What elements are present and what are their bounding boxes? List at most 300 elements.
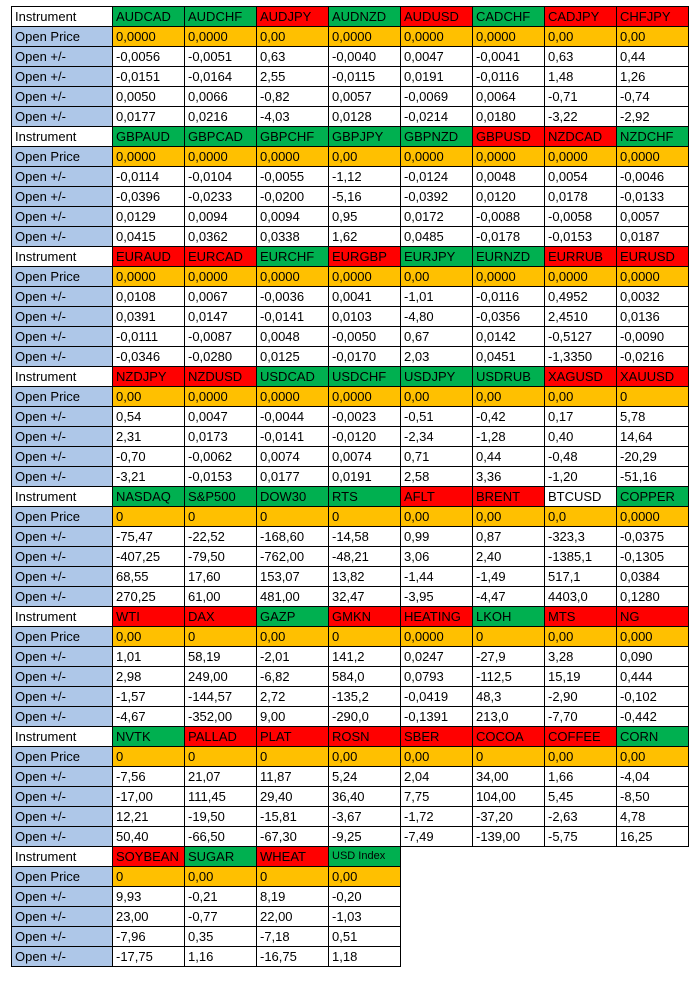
- open-price-value: 0,0: [545, 507, 617, 527]
- open-change-value: 0,71: [401, 447, 473, 467]
- open-change-value: 0,54: [113, 407, 185, 427]
- open-change-label: Open +/-: [12, 667, 113, 687]
- open-change-label: Open +/-: [12, 467, 113, 487]
- open-change-value: -5,16: [329, 187, 401, 207]
- open-change-value: 0,0178: [545, 187, 617, 207]
- instrument-name: EURRUB: [545, 247, 617, 267]
- open-change-value: 0,0120: [473, 187, 545, 207]
- open-change-value: 0,67: [401, 327, 473, 347]
- open-change-value: 4403,0: [545, 587, 617, 607]
- open-price-value: 0,0000: [113, 27, 185, 47]
- open-change-value: 0,090: [617, 647, 689, 667]
- open-price-value: 0,0000: [113, 147, 185, 167]
- open-change-value: -22,52: [185, 527, 257, 547]
- open-price-value: 0,00: [329, 867, 401, 887]
- open-change-value: -17,00: [113, 787, 185, 807]
- open-change-label: Open +/-: [12, 187, 113, 207]
- open-price-value: 0,00: [401, 507, 473, 527]
- open-change-value: 213,0: [473, 707, 545, 727]
- open-change-value: 0,95: [329, 207, 401, 227]
- open-change-value: -0,0153: [545, 227, 617, 247]
- open-change-value: 2,55: [257, 67, 329, 87]
- open-change-value: -0,42: [473, 407, 545, 427]
- instrument-label: Instrument: [12, 847, 113, 867]
- open-change-value: -1,20: [545, 467, 617, 487]
- open-price-value: 0,0000: [473, 267, 545, 287]
- open-price-value: 0: [113, 507, 185, 527]
- open-change-value: 22,00: [257, 907, 329, 927]
- open-change-value: 0,0391: [113, 307, 185, 327]
- open-change-value: 16,25: [617, 827, 689, 847]
- open-change-value: 0,0050: [113, 87, 185, 107]
- open-change-value: 0,0384: [617, 567, 689, 587]
- open-change-value: 0,0057: [617, 207, 689, 227]
- open-price-value: 0,00: [617, 27, 689, 47]
- open-change-value: 9,00: [257, 707, 329, 727]
- open-change-row: [12, 447, 689, 467]
- open-change-value: -2,34: [401, 427, 473, 447]
- open-change-value: -1,3350: [545, 347, 617, 367]
- open-change-value: 1,48: [545, 67, 617, 87]
- open-change-value: 34,00: [473, 767, 545, 787]
- open-change-value: 2,72: [257, 687, 329, 707]
- open-price-value: 0: [473, 747, 545, 767]
- instrument-label: Instrument: [12, 247, 113, 267]
- open-change-value: -0,0114: [113, 167, 185, 187]
- open-change-row: [12, 547, 689, 567]
- open-price-value: 0,0000: [185, 387, 257, 407]
- open-change-value: 153,07: [257, 567, 329, 587]
- open-change-value: -352,00: [185, 707, 257, 727]
- open-price-value: 0: [185, 747, 257, 767]
- open-price-value: 0,00: [329, 747, 401, 767]
- open-change-value: 7,75: [401, 787, 473, 807]
- open-change-value: 11,87: [257, 767, 329, 787]
- instrument-name: EURAUD: [113, 247, 185, 267]
- open-change-value: 104,00: [473, 787, 545, 807]
- open-change-value: 3,36: [473, 467, 545, 487]
- instrument-name: CHFJPY: [617, 7, 689, 27]
- instrument-name: SUGAR: [185, 847, 257, 867]
- open-price-row: [12, 507, 689, 527]
- open-change-value: 0,444: [617, 667, 689, 687]
- open-change-value: 58,19: [185, 647, 257, 667]
- open-change-label: Open +/-: [12, 167, 113, 187]
- instrument-name: PALLAD: [185, 727, 257, 747]
- open-change-row: [12, 927, 689, 947]
- open-change-value: -79,50: [185, 547, 257, 567]
- open-change-value: -3,21: [113, 467, 185, 487]
- open-change-value: -51,16: [617, 467, 689, 487]
- open-change-value: -0,0356: [473, 307, 545, 327]
- open-price-value: 0: [473, 627, 545, 647]
- open-change-value: -0,0044: [257, 407, 329, 427]
- open-change-value: -1,57: [113, 687, 185, 707]
- open-change-value: -8,50: [617, 787, 689, 807]
- open-change-value: -1,01: [401, 287, 473, 307]
- open-price-value: 0,00: [617, 747, 689, 767]
- open-price-label: Open Price: [12, 627, 113, 647]
- open-price-value: 0,00: [257, 27, 329, 47]
- open-change-row: [12, 407, 689, 427]
- open-change-value: -0,0090: [617, 327, 689, 347]
- open-price-value: 0,0000: [473, 27, 545, 47]
- open-price-value: 0,00: [473, 387, 545, 407]
- open-change-label: Open +/-: [12, 687, 113, 707]
- open-change-row: [12, 227, 689, 247]
- open-change-value: -0,0419: [401, 687, 473, 707]
- open-price-value: 0,00: [329, 147, 401, 167]
- open-change-value: 0,0128: [329, 107, 401, 127]
- open-change-value: 0,0047: [401, 47, 473, 67]
- open-change-value: -0,0153: [185, 467, 257, 487]
- instrument-name: XAUUSD: [617, 367, 689, 387]
- instrument-name: GBPAUD: [113, 127, 185, 147]
- instrument-row: [12, 367, 689, 387]
- open-change-value: -0,0392: [401, 187, 473, 207]
- open-change-value: -0,0178: [473, 227, 545, 247]
- open-change-value: -1,44: [401, 567, 473, 587]
- open-price-value: 0,00: [545, 27, 617, 47]
- open-change-value: 0,40: [545, 427, 617, 447]
- open-change-value: -0,0151: [113, 67, 185, 87]
- open-price-value: 0: [257, 867, 329, 887]
- open-change-value: -0,74: [617, 87, 689, 107]
- empty-cell: [617, 867, 689, 887]
- open-change-row: [12, 87, 689, 107]
- instrument-name: EURUSD: [617, 247, 689, 267]
- open-change-value: 0,0125: [257, 347, 329, 367]
- open-change-row: [12, 567, 689, 587]
- open-change-label: Open +/-: [12, 227, 113, 247]
- open-change-value: -67,30: [257, 827, 329, 847]
- open-change-value: -0,0133: [617, 187, 689, 207]
- open-change-value: -407,25: [113, 547, 185, 567]
- open-price-value: 0,0000: [329, 387, 401, 407]
- instrument-name: BRENT: [473, 487, 545, 507]
- instrument-name: DAX: [185, 607, 257, 627]
- instrument-name: S&P500: [185, 487, 257, 507]
- open-change-value: 0,0180: [473, 107, 545, 127]
- open-change-value: 21,07: [185, 767, 257, 787]
- open-change-label: Open +/-: [12, 767, 113, 787]
- open-change-value: -4,03: [257, 107, 329, 127]
- empty-cell: [545, 947, 617, 967]
- open-change-value: -0,1391: [401, 707, 473, 727]
- instrument-row: [12, 607, 689, 627]
- open-change-row: [12, 587, 689, 607]
- open-change-value: 0,0191: [401, 67, 473, 87]
- open-price-label: Open Price: [12, 387, 113, 407]
- open-price-value: 0,00: [185, 867, 257, 887]
- empty-cell: [473, 947, 545, 967]
- instrument-name: GBPJPY: [329, 127, 401, 147]
- instrument-name: AUDUSD: [401, 7, 473, 27]
- instrument-name: USDJPY: [401, 367, 473, 387]
- instrument-row: [12, 847, 689, 867]
- open-change-value: -2,92: [617, 107, 689, 127]
- open-change-value: -4,04: [617, 767, 689, 787]
- instrument-name: USDCAD: [257, 367, 329, 387]
- open-change-row: [12, 887, 689, 907]
- instrument-name: RTS: [329, 487, 401, 507]
- open-change-value: -112,5: [473, 667, 545, 687]
- open-change-value: -2,01: [257, 647, 329, 667]
- open-price-value: 0,0000: [401, 627, 473, 647]
- open-change-value: 0,44: [617, 47, 689, 67]
- open-change-value: 0,0066: [185, 87, 257, 107]
- open-price-value: 0,00: [545, 387, 617, 407]
- open-change-value: -144,57: [185, 687, 257, 707]
- open-price-value: 0,00: [545, 747, 617, 767]
- open-change-value: -0,0170: [329, 347, 401, 367]
- open-change-value: -0,102: [617, 687, 689, 707]
- open-change-value: 17,60: [185, 567, 257, 587]
- open-change-value: 0,0177: [113, 107, 185, 127]
- open-change-value: -0,0058: [545, 207, 617, 227]
- open-price-value: 0,0000: [473, 147, 545, 167]
- open-price-value: 0,0000: [257, 147, 329, 167]
- open-change-value: 0,0074: [257, 447, 329, 467]
- open-change-value: -0,1305: [617, 547, 689, 567]
- open-price-label: Open Price: [12, 147, 113, 167]
- open-change-value: 0,0362: [185, 227, 257, 247]
- open-change-value: 50,40: [113, 827, 185, 847]
- instrument-name: AFLT: [401, 487, 473, 507]
- open-change-row: [12, 307, 689, 327]
- open-change-row: [12, 907, 689, 927]
- open-change-value: -0,0023: [329, 407, 401, 427]
- open-change-value: 5,78: [617, 407, 689, 427]
- open-change-value: -37,20: [473, 807, 545, 827]
- open-change-value: 0,0032: [617, 287, 689, 307]
- open-change-value: 1,62: [329, 227, 401, 247]
- open-change-row: [12, 767, 689, 787]
- open-change-label: Open +/-: [12, 107, 113, 127]
- open-price-value: 0,0000: [617, 507, 689, 527]
- open-change-value: 68,55: [113, 567, 185, 587]
- open-change-value: -0,0040: [329, 47, 401, 67]
- open-change-value: 36,40: [329, 787, 401, 807]
- open-change-value: -1385,1: [545, 547, 617, 567]
- instrument-name: CORN: [617, 727, 689, 747]
- open-price-row: [12, 867, 689, 887]
- open-price-value: 0: [113, 747, 185, 767]
- open-change-value: -0,0055: [257, 167, 329, 187]
- open-change-row: [12, 187, 689, 207]
- open-change-value: 12,21: [113, 807, 185, 827]
- open-change-row: [12, 527, 689, 547]
- open-change-value: -0,82: [257, 87, 329, 107]
- instrument-row: [12, 247, 689, 267]
- empty-cell: [617, 887, 689, 907]
- open-change-value: -135,2: [329, 687, 401, 707]
- open-change-value: 0,0136: [617, 307, 689, 327]
- instrument-name: GBPCAD: [185, 127, 257, 147]
- open-change-value: -9,25: [329, 827, 401, 847]
- open-change-value: -0,20: [329, 887, 401, 907]
- open-change-value: 0,0057: [329, 87, 401, 107]
- open-change-value: 517,1: [545, 567, 617, 587]
- instrument-name: MTS: [545, 607, 617, 627]
- open-change-value: -168,60: [257, 527, 329, 547]
- open-change-value: -0,0214: [401, 107, 473, 127]
- open-change-value: -7,56: [113, 767, 185, 787]
- open-change-row: [12, 707, 689, 727]
- open-change-value: -0,0041: [473, 47, 545, 67]
- open-change-value: 0,0103: [329, 307, 401, 327]
- empty-cell: [401, 947, 473, 967]
- empty-cell: [401, 887, 473, 907]
- open-change-value: -0,0124: [401, 167, 473, 187]
- open-change-value: 15,19: [545, 667, 617, 687]
- open-change-value: -4,67: [113, 707, 185, 727]
- empty-cell: [545, 887, 617, 907]
- open-change-value: -2,90: [545, 687, 617, 707]
- open-price-value: 0: [257, 507, 329, 527]
- open-change-value: 32,47: [329, 587, 401, 607]
- open-price-value: 0,0000: [401, 27, 473, 47]
- instrument-name: HEATING: [401, 607, 473, 627]
- open-change-value: 0,1280: [617, 587, 689, 607]
- open-change-value: 0,0094: [257, 207, 329, 227]
- open-change-value: 0,35: [185, 927, 257, 947]
- instrument-label: Instrument: [12, 607, 113, 627]
- empty-cell: [401, 927, 473, 947]
- open-price-value: 0,0000: [329, 27, 401, 47]
- open-price-value: 0,0000: [113, 267, 185, 287]
- instrument-name: PLAT: [257, 727, 329, 747]
- empty-cell: [473, 927, 545, 947]
- open-change-label: Open +/-: [12, 207, 113, 227]
- open-change-label: Open +/-: [12, 287, 113, 307]
- open-change-row: [12, 787, 689, 807]
- open-change-value: -0,0087: [185, 327, 257, 347]
- open-change-value: 0,0041: [329, 287, 401, 307]
- instrument-name: AUDCHF: [185, 7, 257, 27]
- open-change-value: 14,64: [617, 427, 689, 447]
- open-change-label: Open +/-: [12, 47, 113, 67]
- instrument-name: DOW30: [257, 487, 329, 507]
- open-change-row: [12, 687, 689, 707]
- instrument-name: NZDJPY: [113, 367, 185, 387]
- instrument-row: [12, 7, 689, 27]
- instrument-row: [12, 727, 689, 747]
- open-price-row: [12, 27, 689, 47]
- open-change-value: -1,28: [473, 427, 545, 447]
- open-change-row: [12, 167, 689, 187]
- open-change-row: [12, 807, 689, 827]
- open-change-label: Open +/-: [12, 547, 113, 567]
- open-change-value: -0,0050: [329, 327, 401, 347]
- open-change-value: -0,0164: [185, 67, 257, 87]
- open-change-value: 141,2: [329, 647, 401, 667]
- open-price-value: 0,0000: [617, 147, 689, 167]
- empty-cell: [545, 907, 617, 927]
- open-change-label: Open +/-: [12, 647, 113, 667]
- open-change-value: 0,0172: [401, 207, 473, 227]
- open-change-value: 481,00: [257, 587, 329, 607]
- open-change-value: -0,71: [545, 87, 617, 107]
- open-change-row: [12, 207, 689, 227]
- open-change-value: 2,04: [401, 767, 473, 787]
- instrument-name: GAZP: [257, 607, 329, 627]
- open-price-label: Open Price: [12, 867, 113, 887]
- instrument-name: ROSN: [329, 727, 401, 747]
- instrument-name: USD Index: [329, 847, 401, 867]
- open-change-value: 0,51: [329, 927, 401, 947]
- quotes-sheet: [11, 6, 689, 967]
- open-change-value: -290,0: [329, 707, 401, 727]
- open-change-value: -1,12: [329, 167, 401, 187]
- open-change-value: -0,0280: [185, 347, 257, 367]
- open-change-value: 1,01: [113, 647, 185, 667]
- open-price-value: 0,00: [113, 387, 185, 407]
- open-change-value: -0,0116: [473, 67, 545, 87]
- open-change-value: -0,0062: [185, 447, 257, 467]
- instrument-name: EURCHF: [257, 247, 329, 267]
- open-change-value: -4,80: [401, 307, 473, 327]
- open-change-value: 0,17: [545, 407, 617, 427]
- instrument-row: [12, 127, 689, 147]
- open-change-value: -0,0115: [329, 67, 401, 87]
- instrument-name: NZDCHF: [617, 127, 689, 147]
- open-price-value: 0,00: [401, 747, 473, 767]
- open-price-row: [12, 387, 689, 407]
- instrument-name: SBER: [401, 727, 473, 747]
- open-change-value: 0,0451: [473, 347, 545, 367]
- open-change-value: 0,0108: [113, 287, 185, 307]
- open-change-value: -0,0088: [473, 207, 545, 227]
- open-change-value: -66,50: [185, 827, 257, 847]
- open-price-value: 0,00: [473, 507, 545, 527]
- open-change-value: 0,0338: [257, 227, 329, 247]
- open-change-value: -0,77: [185, 907, 257, 927]
- open-change-value: 29,40: [257, 787, 329, 807]
- open-change-value: -0,0120: [329, 427, 401, 447]
- open-change-value: -75,47: [113, 527, 185, 547]
- instrument-label: Instrument: [12, 367, 113, 387]
- open-change-value: -19,50: [185, 807, 257, 827]
- instrument-name: WTI: [113, 607, 185, 627]
- open-change-value: 0,0485: [401, 227, 473, 247]
- open-change-value: 1,18: [329, 947, 401, 967]
- open-change-value: 0,0094: [185, 207, 257, 227]
- open-price-value: 0: [185, 627, 257, 647]
- open-change-value: -0,0346: [113, 347, 185, 367]
- open-change-value: 0,0147: [185, 307, 257, 327]
- empty-cell: [401, 847, 473, 867]
- instrument-label: Instrument: [12, 7, 113, 27]
- open-price-value: 0,00: [545, 627, 617, 647]
- open-change-value: 5,24: [329, 767, 401, 787]
- open-change-value: -762,00: [257, 547, 329, 567]
- open-change-value: -0,51: [401, 407, 473, 427]
- instrument-name: CADJPY: [545, 7, 617, 27]
- open-change-value: -0,0116: [473, 287, 545, 307]
- open-price-label: Open Price: [12, 267, 113, 287]
- open-change-value: -323,3: [545, 527, 617, 547]
- open-change-value: 0,0415: [113, 227, 185, 247]
- open-change-row: [12, 67, 689, 87]
- open-change-value: 0,0064: [473, 87, 545, 107]
- open-change-value: 0,0129: [113, 207, 185, 227]
- quotes-table: [11, 6, 689, 967]
- open-change-label: Open +/-: [12, 427, 113, 447]
- open-change-value: -7,96: [113, 927, 185, 947]
- open-change-value: 8,19: [257, 887, 329, 907]
- open-change-value: 249,00: [185, 667, 257, 687]
